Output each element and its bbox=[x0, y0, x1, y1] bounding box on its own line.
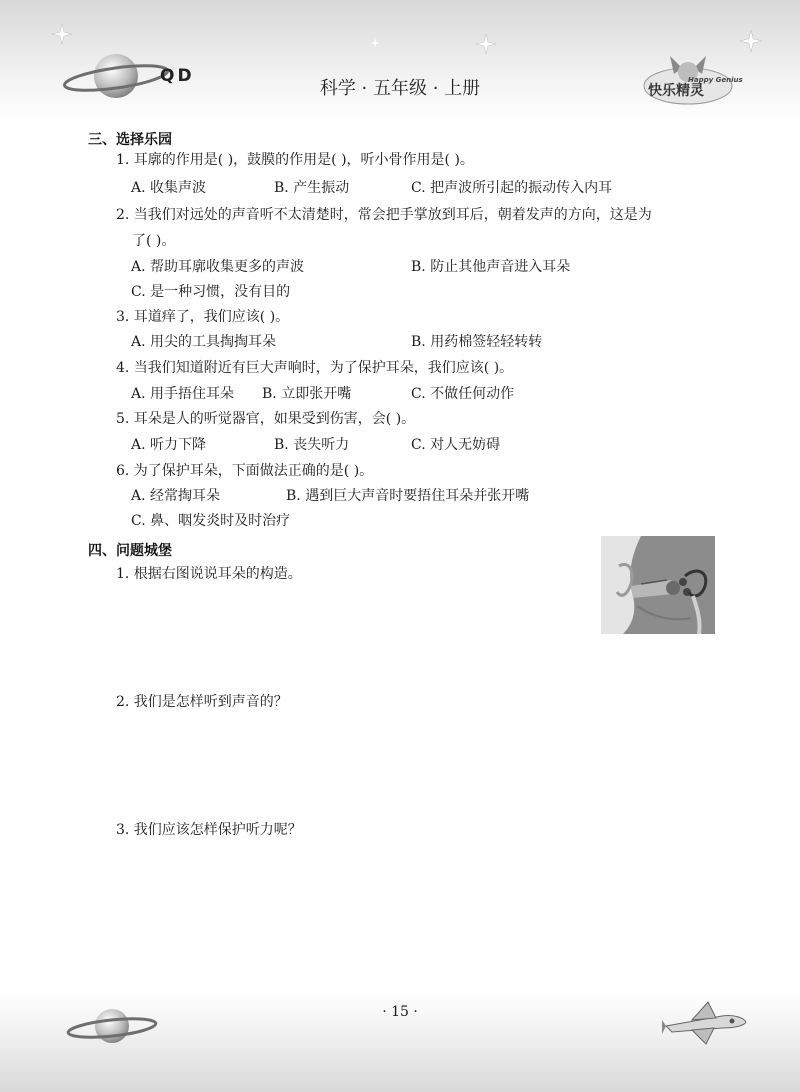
option-a: A. 帮助耳廓收集更多的声波 bbox=[131, 259, 305, 275]
planet-icon bbox=[64, 1002, 160, 1052]
option-a: A. 用尖的工具掏掏耳朵 bbox=[131, 334, 277, 350]
question-3: 3. 耳道痒了，我们应该( )。 bbox=[116, 309, 290, 325]
option-b: B. 遇到巨大声音时要捂住耳朵并张开嘴 bbox=[286, 488, 530, 504]
question-2: 2. 我们是怎样听到声音的？ bbox=[116, 694, 288, 710]
question-1: 1. 耳廓的作用是( )，鼓膜的作用是( )，听小骨作用是( )。 bbox=[116, 152, 474, 168]
header-code: QD bbox=[160, 66, 195, 86]
sparkle-icon bbox=[476, 34, 496, 54]
option-b: B. 立即张开嘴 bbox=[262, 386, 352, 402]
option-a: A. 收集声波 bbox=[131, 180, 207, 196]
option-a: A. 经常掏耳朵 bbox=[131, 488, 221, 504]
section-heading: 四、问题城堡 bbox=[88, 543, 172, 559]
question-2-cont: 了( )。 bbox=[132, 233, 176, 249]
question-4: 4. 当我们知道附近有巨大声响时，为了保护耳朵，我们应该( )。 bbox=[116, 360, 514, 376]
sparkle-icon bbox=[740, 30, 762, 52]
sparkle-icon bbox=[52, 24, 72, 44]
option-c: C. 鼻、咽发炎时及时治疗 bbox=[131, 513, 291, 529]
question-3: 3. 我们应该怎样保护听力呢？ bbox=[116, 822, 302, 838]
option-b: B. 用药棉签轻轻转转 bbox=[411, 334, 543, 350]
option-b: B. 防止其他声音进入耳朵 bbox=[411, 259, 571, 275]
option-b: B. 丧失听力 bbox=[274, 437, 350, 453]
option-b: B. 产生振动 bbox=[274, 180, 350, 196]
option-c: C. 是一种习惯，没有目的 bbox=[131, 284, 291, 300]
book-title: 科学 · 五年级 · 上册 bbox=[319, 78, 481, 99]
page-number: · 15 · bbox=[382, 1004, 418, 1020]
brand-english: Happy Genius bbox=[688, 76, 743, 84]
option-c: C. 不做任何动作 bbox=[411, 386, 515, 402]
question-2: 2. 当我们对远处的声音听不太清楚时，常会把手掌放到耳后，朝着发声的方向，这是为 bbox=[116, 207, 652, 223]
brand-name: 快乐精灵 bbox=[648, 83, 704, 99]
section-heading: 三、选择乐园 bbox=[88, 132, 172, 148]
ear-anatomy-illustration bbox=[601, 536, 715, 634]
question-5: 5. 耳朵是人的听觉器官，如果受到伤害，会( )。 bbox=[116, 411, 416, 427]
space-shuttle-icon bbox=[662, 996, 748, 1048]
question-1: 1. 根据右图说说耳朵的构造。 bbox=[116, 566, 302, 582]
sparkle-icon bbox=[370, 38, 380, 48]
question-6: 6. 为了保护耳朵，下面做法正确的是( )。 bbox=[116, 463, 374, 479]
option-a: A. 听力下降 bbox=[131, 437, 207, 453]
option-a: A. 用手捂住耳朵 bbox=[131, 386, 235, 402]
option-c: C. 把声波所引起的振动传入内耳 bbox=[411, 180, 613, 196]
option-c: C. 对人无妨碍 bbox=[411, 437, 501, 453]
